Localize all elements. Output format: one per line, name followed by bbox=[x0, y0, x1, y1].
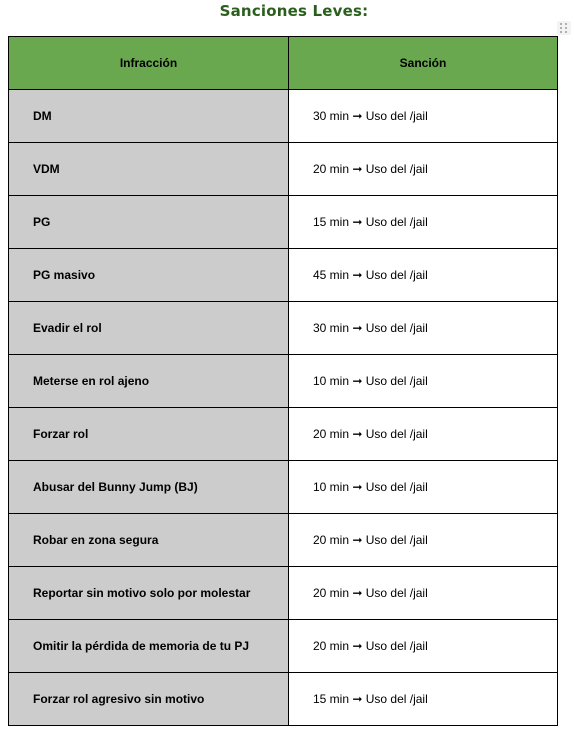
infraction-cell: Reportar sin motivo solo por molestar bbox=[9, 567, 289, 620]
infraction-cell: Robar en zona segura bbox=[9, 514, 289, 567]
sanction-cell: 45 min ➞ Uso del /jail bbox=[289, 249, 558, 302]
table-row bbox=[9, 567, 558, 620]
sanction-cell: 20 min ➞ Uso del /jail bbox=[289, 620, 558, 673]
infraction-cell: Evadir el rol bbox=[9, 302, 289, 355]
sanction-cell: 20 min ➞ Uso del /jail bbox=[289, 143, 558, 196]
infraction-cell: VDM bbox=[9, 143, 289, 196]
sanction-cell: 20 min ➞ Uso del /jail bbox=[289, 408, 558, 461]
table-header-row bbox=[9, 37, 558, 90]
header-sanction: Sanción bbox=[289, 37, 558, 90]
infraction-cell: PG masivo bbox=[9, 249, 289, 302]
infraction-cell: Forzar rol bbox=[9, 408, 289, 461]
infraction-cell: PG bbox=[9, 196, 289, 249]
header-infraction: Infracción bbox=[9, 37, 289, 90]
table-row bbox=[9, 143, 558, 196]
table-row bbox=[9, 673, 558, 726]
infraction-cell: Omitir la pérdida de memoria de tu PJ bbox=[9, 620, 289, 673]
table-row bbox=[9, 408, 558, 461]
infraction-cell: Meterse en rol ajeno bbox=[9, 355, 289, 408]
sanctions-table bbox=[8, 36, 558, 726]
table-row bbox=[9, 514, 558, 567]
table-row bbox=[9, 355, 558, 408]
sanction-cell: 10 min ➞ Uso del /jail bbox=[289, 355, 558, 408]
sanction-cell: 10 min ➞ Uso del /jail bbox=[289, 461, 558, 514]
sanction-cell: 20 min ➞ Uso del /jail bbox=[289, 567, 558, 620]
sanction-cell: 15 min ➞ Uso del /jail bbox=[289, 196, 558, 249]
infraction-cell: Forzar rol agresivo sin motivo bbox=[9, 673, 289, 726]
infraction-cell: DM bbox=[9, 90, 289, 143]
sanction-cell: 30 min ➞ Uso del /jail bbox=[289, 302, 558, 355]
table-row bbox=[9, 302, 558, 355]
table-row bbox=[9, 620, 558, 673]
table-row bbox=[9, 249, 558, 302]
page-title: Sanciones Leves: bbox=[219, 2, 369, 20]
infraction-cell: Abusar del Bunny Jump (BJ) bbox=[9, 461, 289, 514]
table-row bbox=[9, 90, 558, 143]
sanction-cell: 30 min ➞ Uso del /jail bbox=[289, 90, 558, 143]
table-row bbox=[9, 461, 558, 514]
drag-handle-icon[interactable] bbox=[557, 21, 571, 35]
sanction-cell: 20 min ➞ Uso del /jail bbox=[289, 514, 558, 567]
sanction-cell: 15 min ➞ Uso del /jail bbox=[289, 673, 558, 726]
table-row bbox=[9, 196, 558, 249]
